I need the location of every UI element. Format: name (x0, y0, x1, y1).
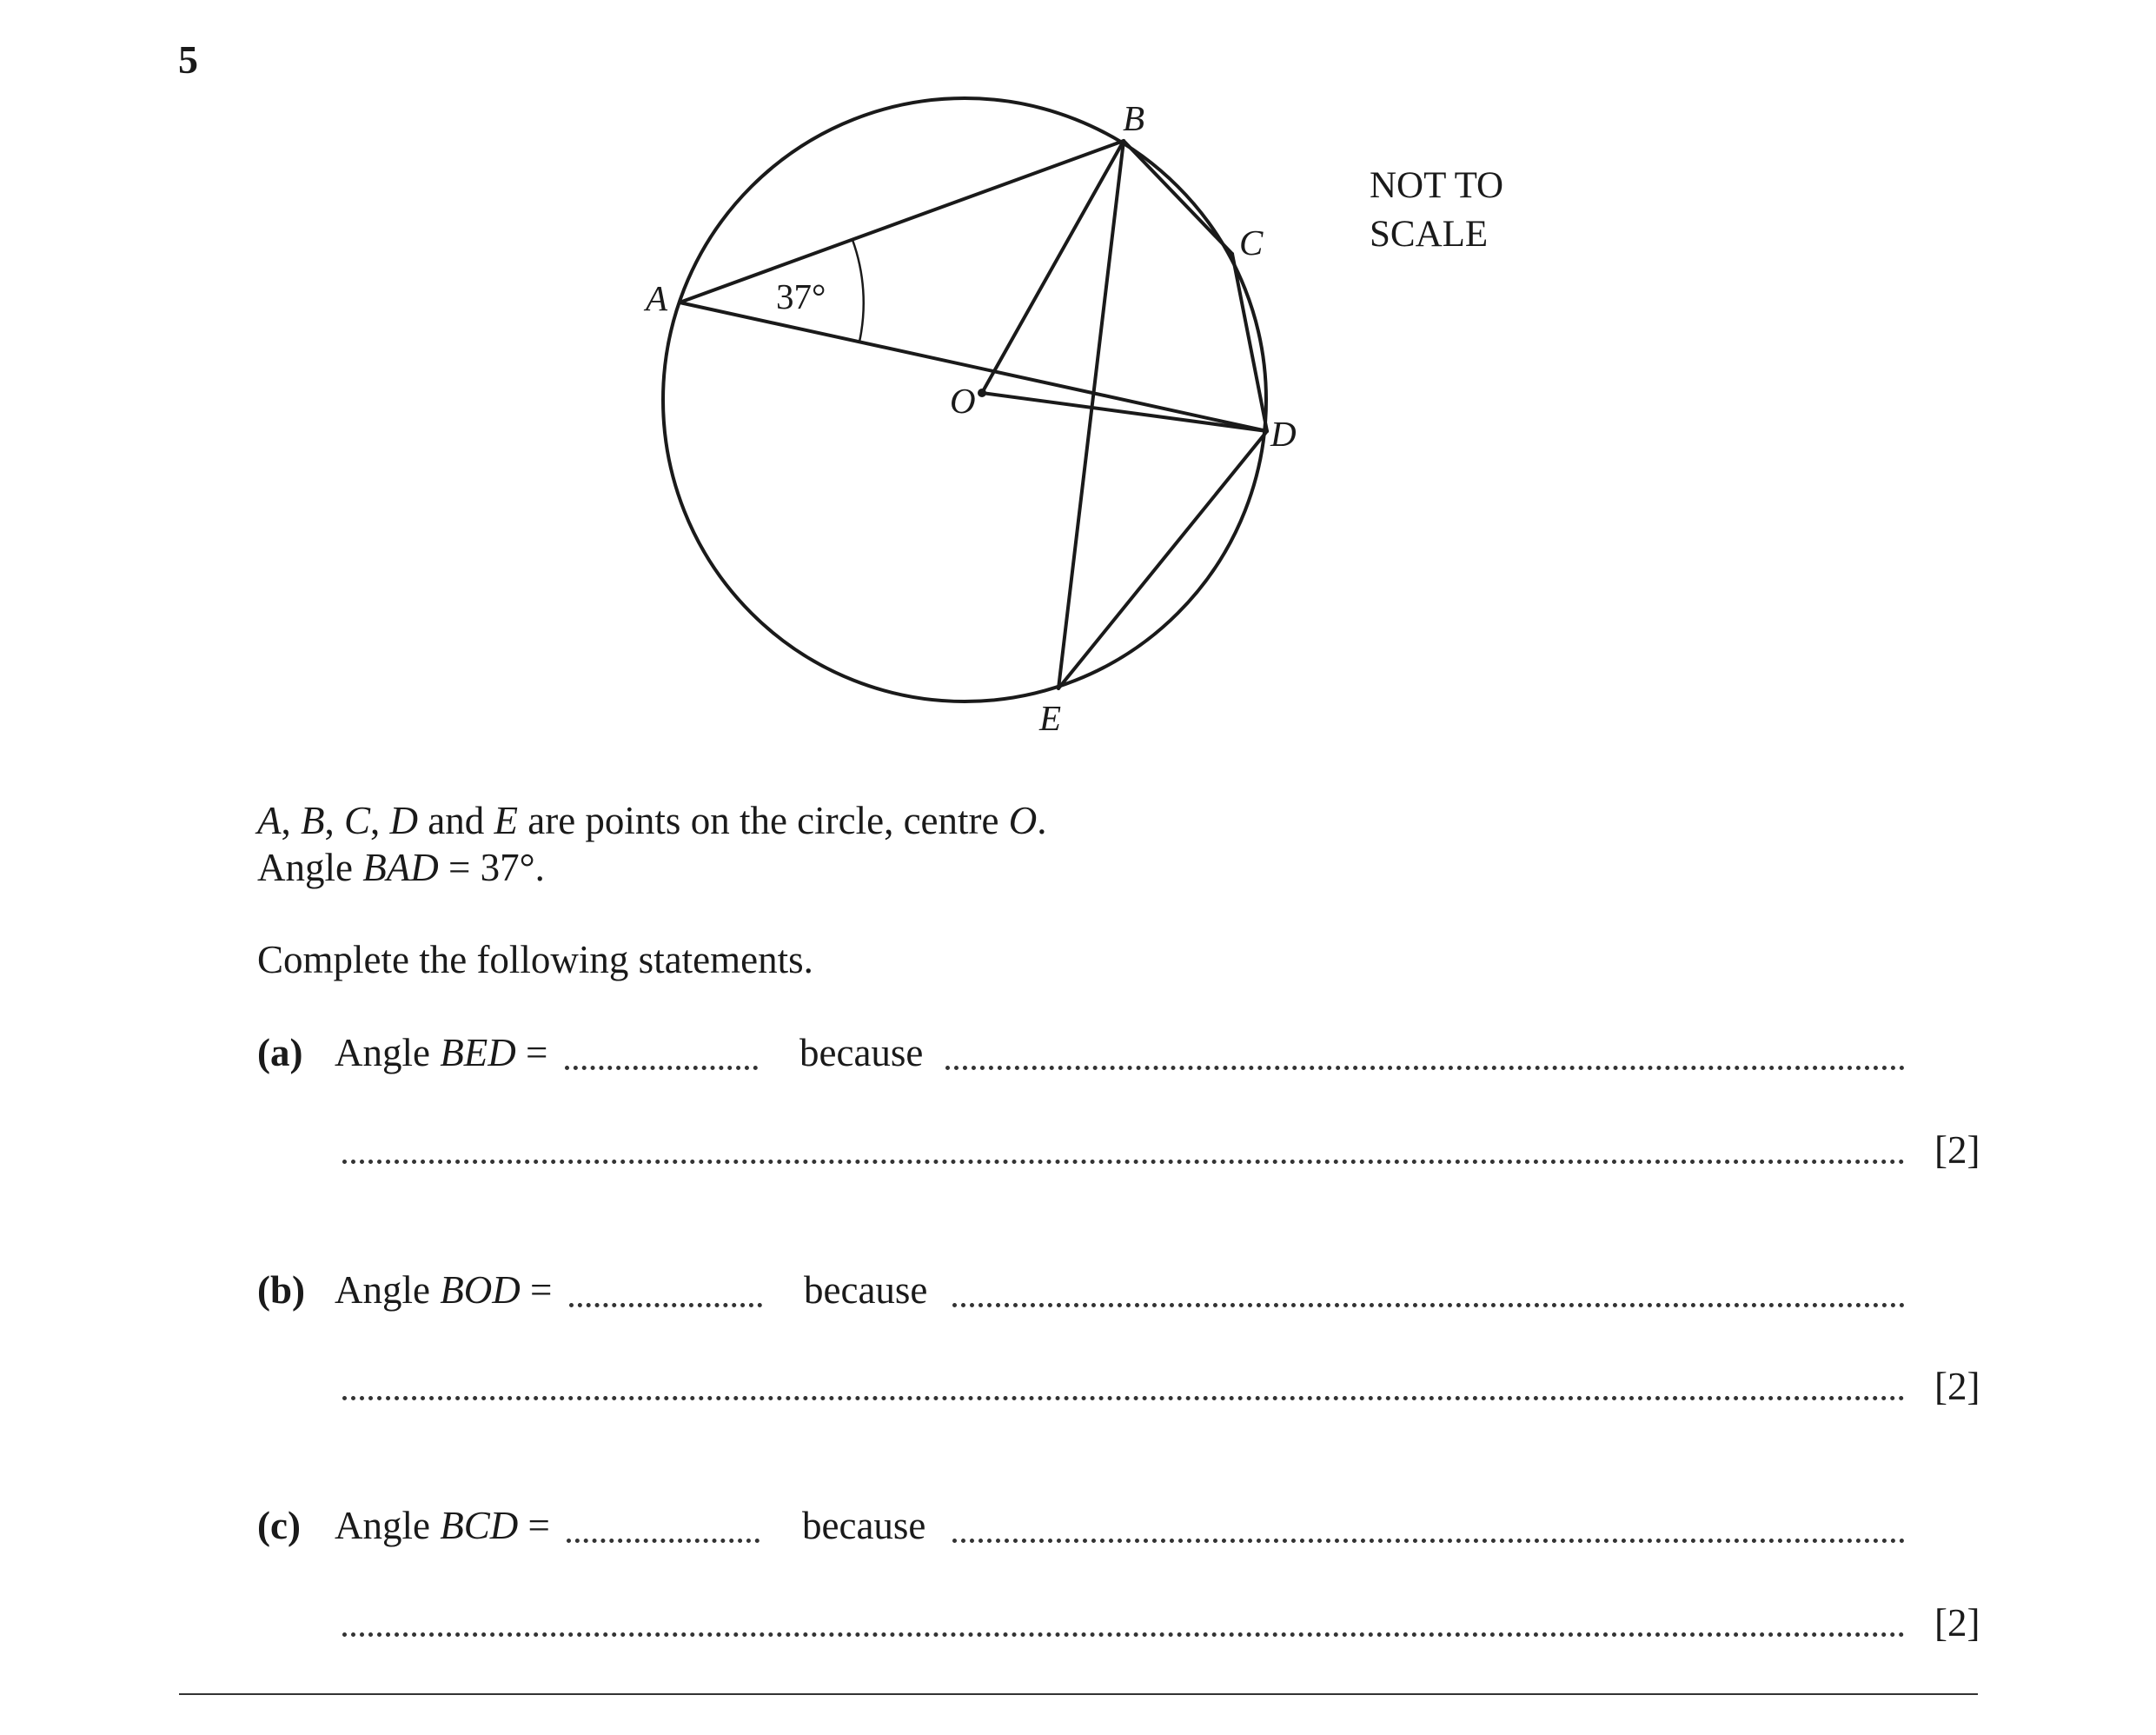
part-c-reason-field-1[interactable] (952, 1539, 1905, 1543)
stem-rest: are points on the circle, centre (518, 799, 1009, 842)
chord-bc (1124, 141, 1232, 254)
label-e: E (1039, 698, 1062, 738)
part-c-marks: [2] (1934, 1601, 1980, 1645)
note-line-2: SCALE (1370, 214, 1489, 255)
part-a-answer-field[interactable] (565, 1066, 758, 1070)
stem-end: . (1037, 799, 1047, 842)
and-text: and (418, 799, 494, 842)
radius-ob (982, 141, 1124, 393)
point-a: A (257, 799, 282, 842)
label-d: D (1270, 414, 1297, 454)
point-b: B (301, 799, 325, 842)
centre-dot (978, 389, 986, 397)
part-a-row (257, 1030, 1978, 1082)
point-e: E (494, 799, 518, 842)
part-a-reason-field-1[interactable] (945, 1066, 1905, 1070)
part-b-reason-field-2[interactable] (342, 1396, 1905, 1400)
part-b-answer-field[interactable] (569, 1303, 762, 1307)
angle-37-label: 37° (776, 276, 826, 316)
label-a: A (646, 278, 668, 318)
label-c: C (1239, 223, 1264, 263)
stem-line-2 (257, 845, 545, 890)
part-c-label: (c) (257, 1504, 301, 1547)
part-c-angle: Angle BCD = (335, 1504, 550, 1547)
point-c: C (344, 799, 371, 842)
part-b-because: because (804, 1268, 928, 1312)
chord-ab (680, 141, 1124, 302)
part-b-marks: [2] (1934, 1365, 1980, 1408)
part-c-row (257, 1503, 1978, 1555)
part-b-label: (b) (257, 1268, 305, 1312)
angle-prefix: Angle (257, 846, 363, 889)
chord-be (1058, 141, 1124, 688)
angle-bad: BAD (362, 846, 439, 889)
point-d: D (389, 799, 419, 842)
bottom-rule (179, 1693, 1978, 1695)
part-c-answer-field[interactable] (567, 1539, 760, 1543)
label-b: B (1123, 98, 1145, 138)
sep-3: , (370, 799, 390, 842)
part-c-because: because (802, 1504, 926, 1547)
not-to-scale-note (1370, 162, 1503, 259)
label-o: O (950, 381, 976, 421)
circle-diagram (0, 0, 2156, 782)
part-b-angle: Angle BOD = (335, 1268, 553, 1312)
sep-2: , (324, 799, 344, 842)
sep-1: , (281, 799, 301, 842)
stem-line-1 (257, 798, 1047, 843)
part-a-because: because (799, 1031, 924, 1074)
part-a-marks: [2] (1934, 1128, 1980, 1172)
instruction: Complete the following statements. (257, 938, 813, 981)
part-a-label: (a) (257, 1031, 303, 1074)
part-b-row (257, 1267, 1978, 1320)
centre-o: O (1008, 799, 1038, 842)
part-a-angle: Angle BED = (335, 1031, 548, 1074)
part-a-reason-field-2[interactable] (342, 1160, 1905, 1164)
chord-ed (1058, 431, 1267, 688)
part-c-reason-field-2[interactable] (342, 1632, 1905, 1637)
question-number: 5 (178, 37, 198, 82)
part-b-reason-field-1[interactable] (952, 1303, 1905, 1307)
angle-value: = 37°. (438, 846, 545, 889)
angle-arc (852, 240, 864, 342)
note-line-1: NOT TO (1370, 165, 1504, 206)
